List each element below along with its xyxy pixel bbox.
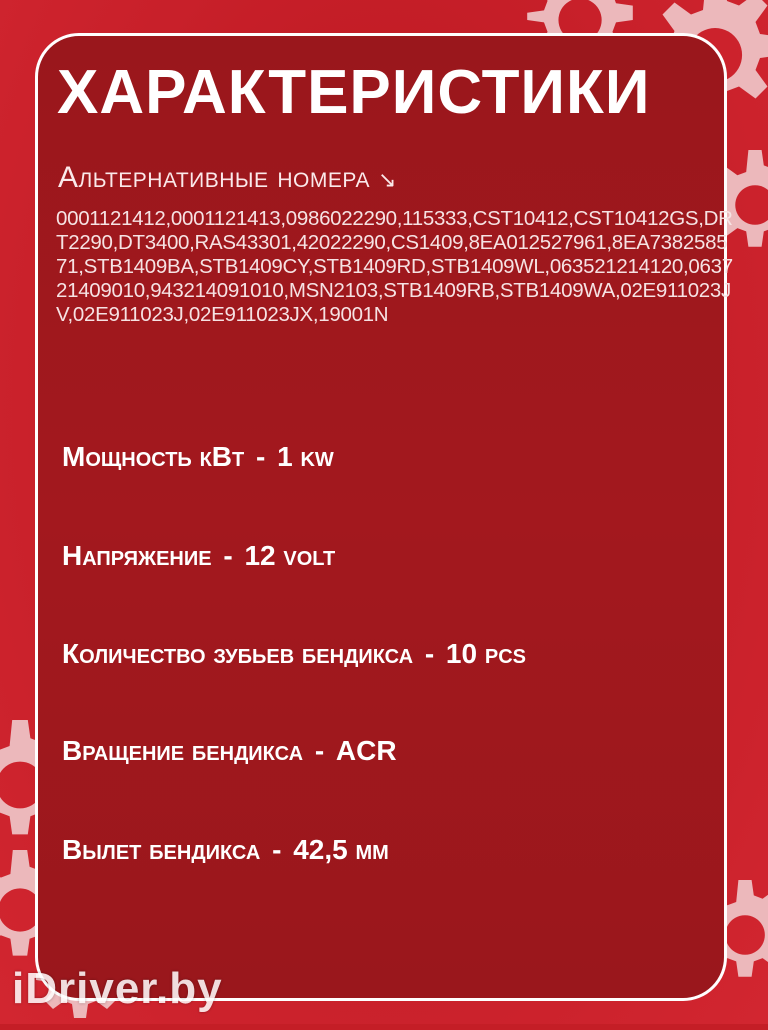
spec-unit: pcs [484,638,526,669]
spec-separator: - [256,441,266,472]
spec-rotation [62,737,397,765]
spec-label: Вылет бендикса [62,834,261,865]
spec-value: 42,5 [293,834,348,865]
arrow-down-right-icon: ↘ [377,167,397,192]
spec-separator: - [223,540,233,571]
spec-power [62,443,334,471]
spec-separator: - [314,735,325,766]
spec-unit: мм [355,834,389,865]
spec-separator: - [424,638,435,669]
spec-offset [62,836,389,864]
spec-value: 10 [445,638,478,669]
spec-label: Количество зубьев бендикса [62,638,414,669]
alt-numbers-list: 0001121412,0001121413,0986022290,115333,CST10412,CST10412GS,DRT2290,DT3400,RAS43301,42022290,CS1409,8EA012527961,8EA738258571,STB1409BA,STB1409CY,STB1409RD,STB1409WL,063521214120,063721409010,943214091010,MSN2103,STB1409RB,STB1409WA,02E911023JV,02E911023J,02E911023JX,19001N [56,207,733,326]
spec-separator: - [272,834,282,865]
spec-label: Напряжение [62,540,212,571]
spec-voltage [62,542,335,570]
spec-value: 1 [277,441,293,472]
alt-numbers-label-text: Альтернативные номера [58,161,370,194]
spec-unit: volt [283,540,336,571]
spec-unit: kw [300,441,334,472]
spec-value: 12 [244,540,276,571]
spec-value: ACR [335,735,397,766]
spec-label: Мощность кВт [62,441,245,472]
page-title: ХАРАКТЕРИСТИКИ [57,58,651,127]
watermark: iDriver.by [12,964,223,1013]
alt-numbers-label [58,163,397,193]
spec-label: Вращение бендикса [62,735,304,766]
spec-teeth [62,640,526,668]
